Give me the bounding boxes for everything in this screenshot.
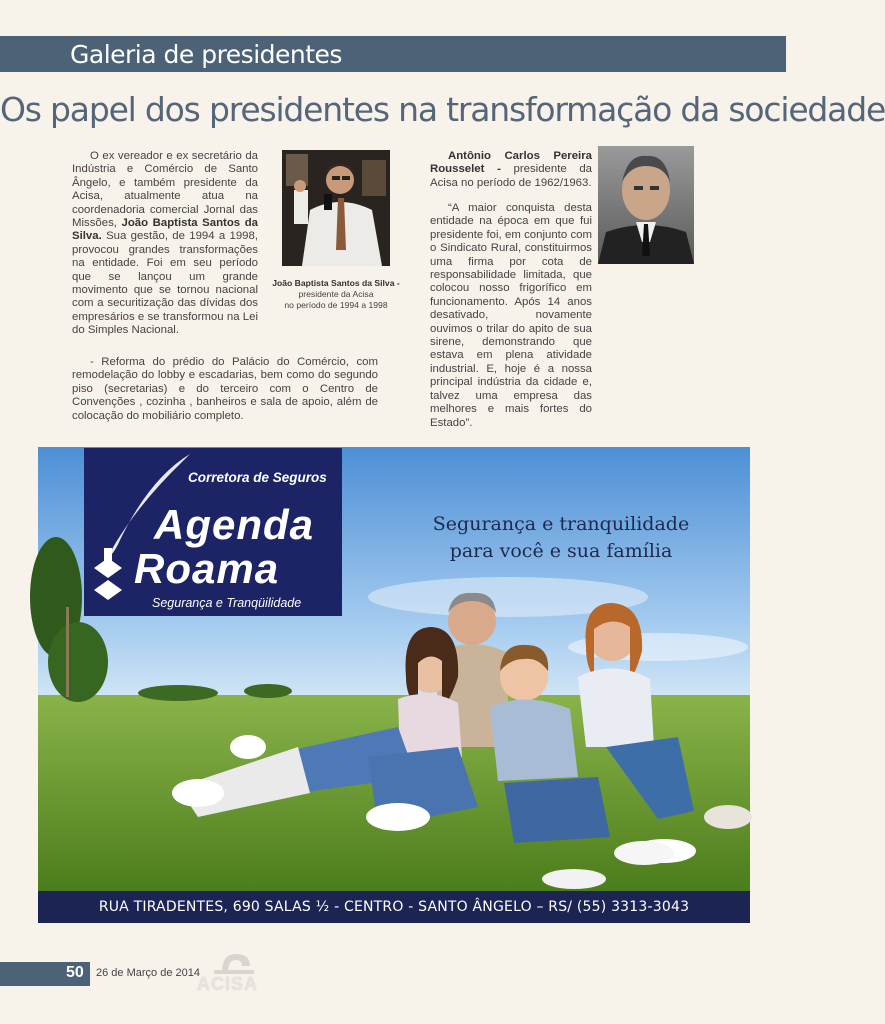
right-column-quote: “A maior conquista desta entidade na época em que fui presidente foi, em conjunto com o Sindicato Rural, constituirmos uma firma por cota de responsabilidade limitada, que colocou nosso frigorífico em funcionamento. Após 14 anos desativado, novamente ouvimos o trilar do apito de sua sirene, demonstrando que estava em plena atividade industrial. E, hoje é a nossa principal indústria da cidade e, talvez uma empresa das melhores e mais fortes do Estado”. <box>430 202 592 429</box>
section-title: Galeria de presidentes <box>70 40 342 69</box>
ad-address-bar: RUA TIRADENTES, 690 SALAS ½ - CENTRO - SANTO ÂNGELO – RS/ (55) 3313-3043 <box>38 891 750 923</box>
acisa-logo-text: ACISA <box>197 974 259 994</box>
logo-subtitle: Segurança e Tranqüilidade <box>152 596 302 610</box>
ad-slogan: Segurança e tranquilidade para você e sua família <box>432 513 690 562</box>
issue-date: 26 de Março de 2014 <box>96 967 200 979</box>
logo-tagline: Corretora de Seguros <box>188 470 327 485</box>
photo1-caption: João Baptista Santos da Silva - presidente da Acisa no período de 1994 a 1998 <box>272 278 400 310</box>
logo-word-roama: Roama <box>134 545 280 592</box>
president-name-bold: João Baptista Santos da Silva. <box>72 217 258 243</box>
logo-word-agenda: Agenda <box>154 501 315 548</box>
left-column <box>72 150 258 338</box>
right-column-intro: Antônio Carlos Pereira Rousselet - presidente da Acisa no período de 1962/1963. <box>430 150 593 189</box>
page-headline: Os papel dos presidentes na transformação da sociedade <box>0 90 885 129</box>
page-number: 50 <box>66 964 84 981</box>
advertisement[interactable] <box>38 447 750 923</box>
photo-antonio-carlos <box>598 146 694 264</box>
photo-joao-baptista <box>282 150 390 266</box>
left-paragraph-2: - Reforma do prédio do Palácio do Comércio, com remodelação do lobby e escadarias, bem como do segundo piso (secretarias) e do terceiro com o Centro de Convenções , cozinha , banheiros e sala de apoio, além de colocação do mobiliário completo. <box>72 356 378 422</box>
left-paragraph-1: O ex vereador e ex secretário da Indústria e Comércio de Santo Ângelo, e também presidente da Acisa, atualmente atua na coordenadoria comercial Jornal das Missões, João Baptista Santos da Silva. Sua gestão, de 1994 a 1998, provocou grandes transformações na entidade. Foi em seu período que se lançou um grande movimento que se tornou nacional com a securitização das dívidas dos empresários e se transformou na Lei do Simples Nacional. <box>72 150 258 337</box>
section-bar <box>0 36 786 72</box>
agenda-roama-logo <box>84 448 342 616</box>
president-name-2-bold: Antônio Carlos Pereira Rousselet - <box>430 150 592 176</box>
